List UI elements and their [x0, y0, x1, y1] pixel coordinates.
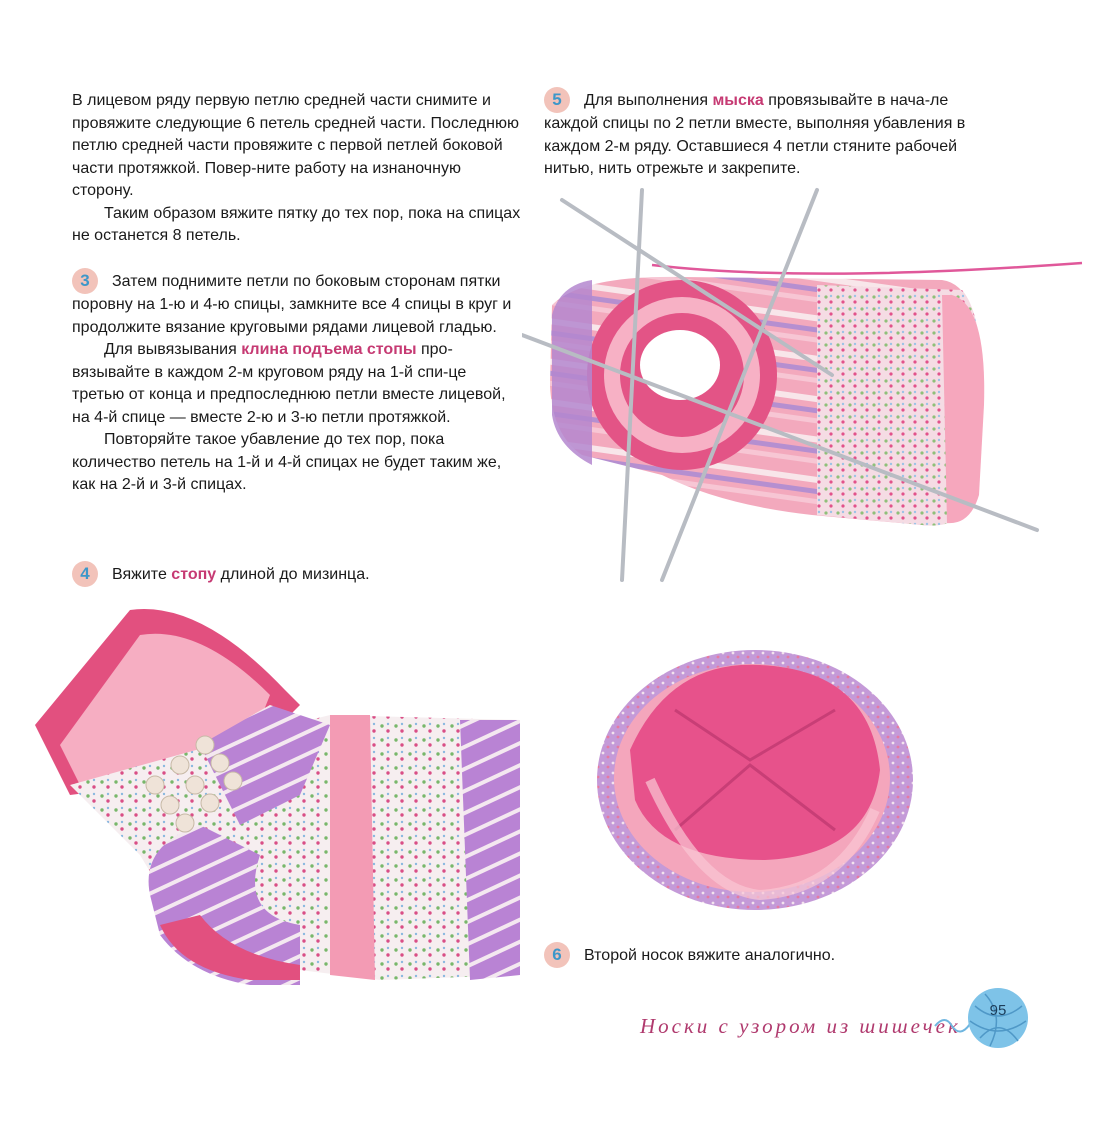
step-5-after: провязывайте в нача-ле каждой спицы по 2 петли вместе, выполняя убавления в каждом 2-м ряду. Оставшиеся 4 петли стяните рабочей нитью, нить отрежьте и закрепите. [544, 92, 966, 177]
step-3-highlight: клина подъема стопы [241, 341, 417, 358]
step-5-number: 5 [544, 87, 570, 113]
intro-paragraph-2: Таким образом вяжите пятку до тех пор, пока на спицах не останется 8 петель. [72, 204, 521, 244]
intro-paragraph-1: В лицевом ряду первую петлю средней части снимите и провяжите следующие 6 петель средней части. Последнюю петлю средней части провяжите с первой петлей боковой части протяжкой. Повер-ните работу на изнаночную сторону. [72, 92, 519, 199]
step-5-before: Для выполнения [584, 92, 713, 109]
photo-sock-on-needles [522, 185, 1100, 585]
step-3-paragraph-3: Повторяйте такое убавление до тех пор, пока количество петель на 1-й и 4-й спицах не будет таким же, как на 2-й и 3-й спицах. [72, 431, 502, 493]
step-4 [72, 561, 522, 587]
photo-sock-toe [590, 640, 920, 930]
page-number: 95 [989, 1002, 1007, 1019]
yarn-ball-icon [930, 986, 1036, 1054]
step-3-paragraph-2 [72, 339, 522, 429]
step-3 [72, 268, 522, 497]
step-4-number: 4 [72, 561, 98, 587]
step-4-before: Вяжите [112, 566, 172, 583]
step-6 [544, 942, 964, 968]
step-3-p2-before: Для вывязывания [104, 341, 242, 358]
step-3-number: 3 [72, 268, 98, 294]
step-6-number: 6 [544, 942, 570, 968]
footer-title: Носки с узором из шишечек [640, 1014, 961, 1038]
step-3-p2-after: про-вязывайте в каждом 2-м круговом ряду на 1-й спи-це третью от конца и предпоследнюю петли вместе лицевой, на 4-й спице — вместе 2-ю и 3-ю петли протяжкой. [72, 341, 506, 426]
step-5 [544, 87, 994, 181]
step-4-highlight: стопу [171, 566, 217, 583]
step-3-text: Затем поднимите петли по боковым сторонам пятки поровну на 1-ю и 4-ю спицы, замкните все 4 спицы в круг и продолжите вязание круговыми рядами лицевой гладью. [72, 273, 512, 336]
step-5-highlight: мыска [712, 92, 764, 109]
step-6-text: Второй носок вяжите аналогично. [584, 947, 836, 964]
intro-text [72, 90, 522, 248]
step-4-after: длиной до мизинца. [216, 566, 370, 583]
photo-finished-sock [0, 595, 522, 990]
